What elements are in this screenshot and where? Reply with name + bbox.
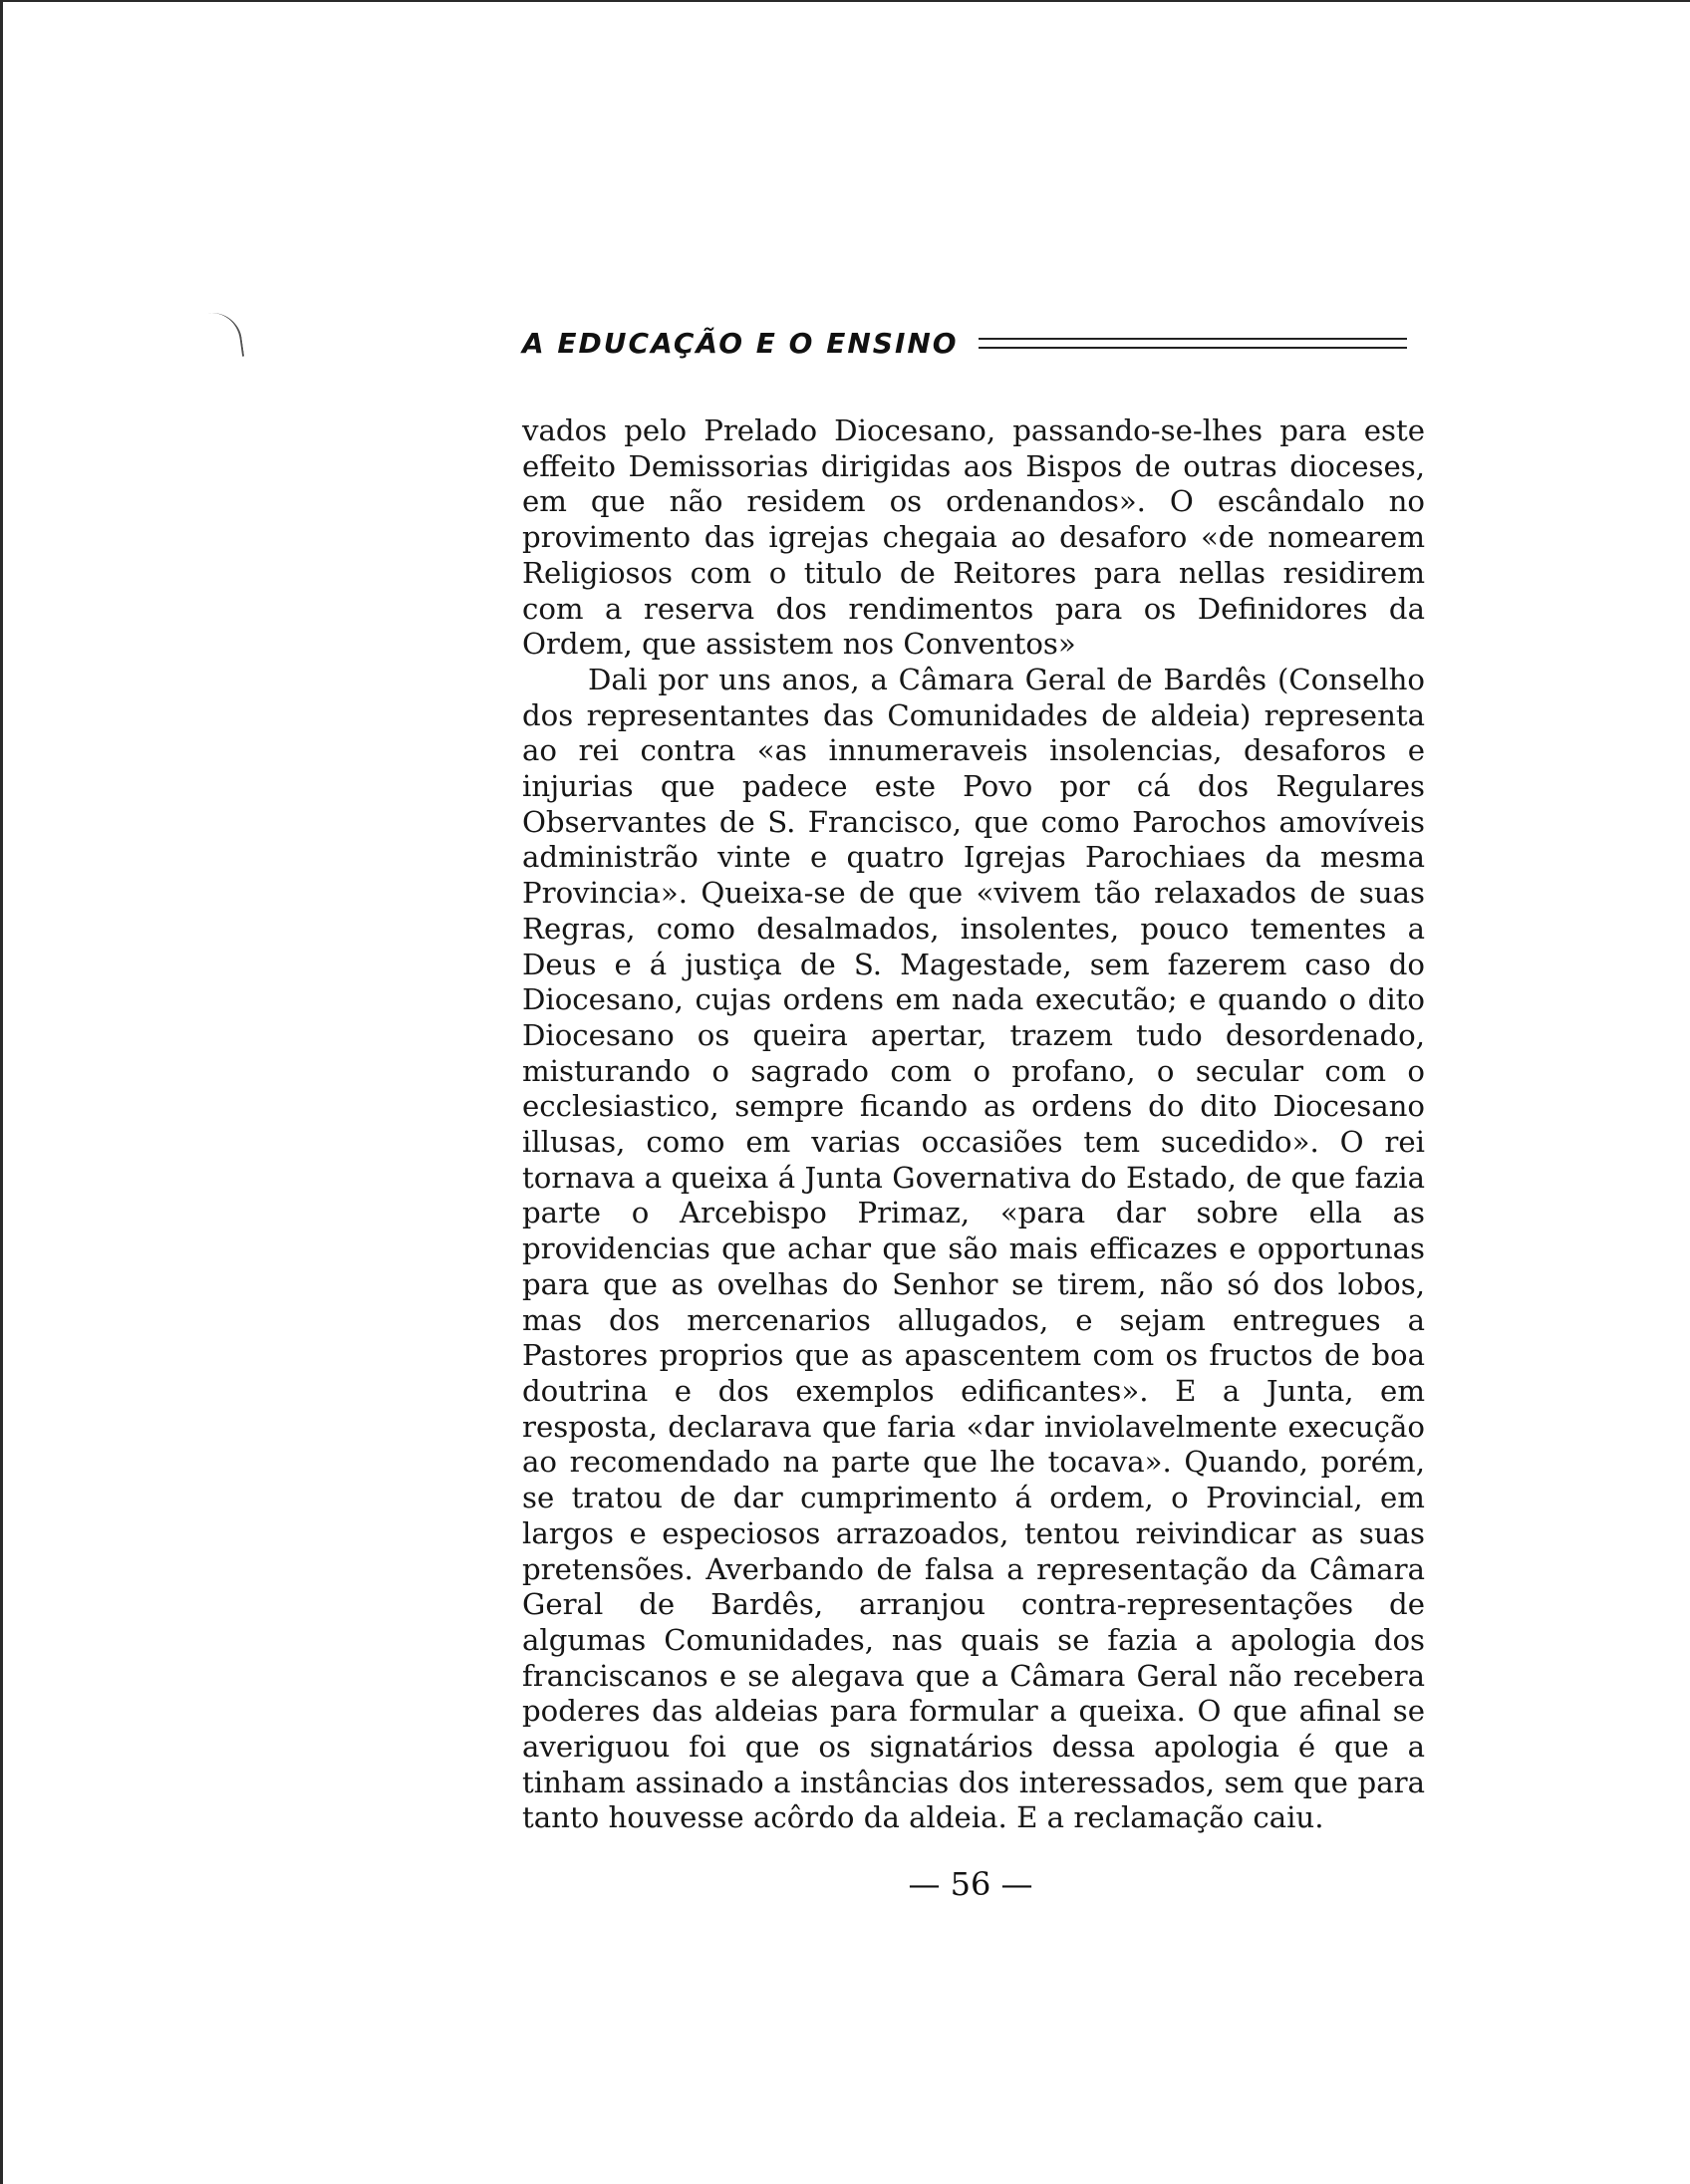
page-edge-top (0, 0, 1690, 2)
body-text (522, 413, 1425, 1836)
paragraph-1: vados pelo Prelado Diocesano, passando-se-lhes para este effeito Demissorias dirigidas aos Bispos de outras dioceses, em que não residem os ordenandos». O escândalo no provimento das igrejas chegaia ao desaforo «de nomearem Religiosos com o titulo de Reitores para nellas residirem com a reserva dos rendimentos para os Definidores da Ordem, que assistem nos Conventos» (522, 413, 1425, 662)
scan-mark (208, 309, 244, 361)
running-title: A EDUCAÇÃO E O ENSINO (522, 326, 959, 360)
paragraph-2: Dali por uns anos, a Câmara Geral de Bardês (Conselho dos representantes das Comunidades de aldeia) representa ao rei contra «as innumeraveis insolencias, desaforos e injurias que padece este Povo por cá dos Regulares Observantes de S. Francisco, que como Parochos amovíveis administrão vinte e quatro Igrejas Parochiaes da mesma Provincia». Queixa-se de que «vivem tão relaxados de suas Regras, como desalmados, insolentes, pouco tementes a Deus e á justiça de S. Magestade, sem fazerem caso do Diocesano, cujas ordens em nada executão; e quando o dito Diocesano os queira apertar, trazem tudo desordenado, misturando o sagrado com o profano, o secular com o ecclesiastico, sempre ficando as ordens do dito Diocesano illusas, como em varias occasiões tem sucedido». O rei tornava a queixa á Junta Governativa do Estado, de que fazia parte o Arcebispo Primaz, «para dar sobre ella as providencias que achar que são mais efficazes e opportunas para que as ovelhas do Senhor se tirem, não só dos lobos, mas dos mercenarios allugados, e sejam entregues a Pastores proprios que as apascentem com os fructos de boa doutrina e dos exemplos edificantes». E a Junta, em resposta, declarava que faria «dar inviolavelmente execução ao recomendado na parte que lhe tocava». Quando, porém, se tratou de dar cumprimento á ordem, o Provincial, em largos e especiosos arrazoados, tentou reivindicar as suas pretensões. Averbando de falsa a representação da Câmara Geral de Bardês, arranjou contra-representações de algumas Comunidades, nas quais se fazia a apologia dos franciscanos e se alegava que a Câmara Geral não recebera poderes das aldeias para formular a queixa. O que afinal se averiguou foi que os signatários dessa apologia é que a tinham assinado a instâncias dos interessados, sem que para tanto houvesse acôrdo da aldeia. E a reclamação caiu. (522, 662, 1425, 1835)
running-header (522, 321, 1419, 365)
header-rule (979, 338, 1407, 349)
page-number: — 56 — (908, 1865, 1033, 1903)
page-edge-left (0, 0, 3, 2184)
